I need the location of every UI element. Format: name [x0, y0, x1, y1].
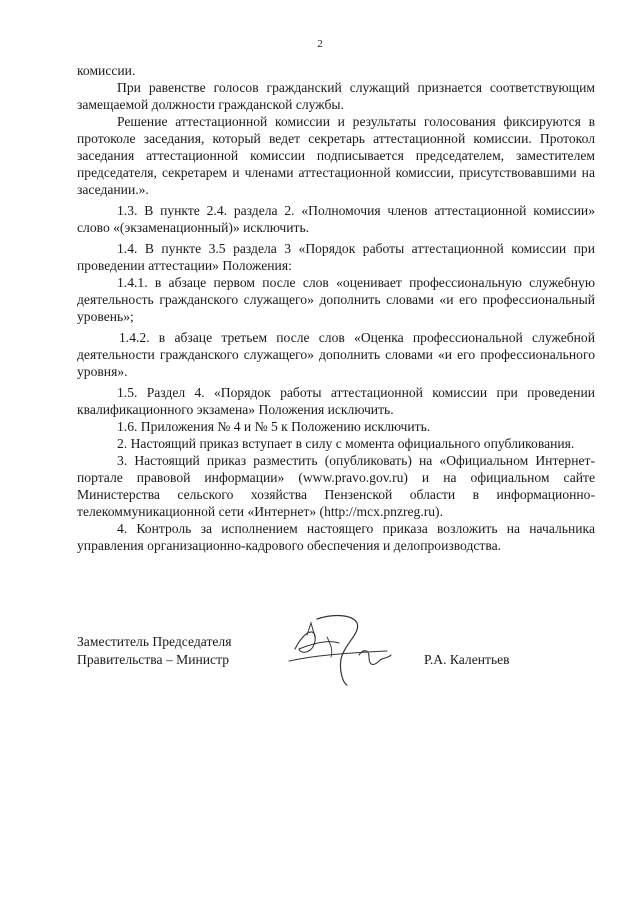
- paragraph-item-4: 4. Контроль за исполнением настоящего приказа возложить на начальника управления организационно-кадрового обеспечения и делопроизводства.: [77, 521, 595, 553]
- signatory-title: [77, 633, 231, 669]
- paragraph-item-1-4: 1.4. В пункте 3.5 раздела 3 «Порядок работы аттестационной комиссии при проведении аттестации» Положения:: [77, 241, 595, 273]
- signatory-title-line-1: Заместитель Председателя: [77, 634, 232, 649]
- handwritten-signature: [287, 609, 397, 689]
- paragraph-item-1-4-1: 1.4.1. в абзаце первом после слов «оценивает профессиональную служебную деятельность гражданского служащего» дополнить словами «и его профессиональный уровень»;: [77, 275, 595, 324]
- document-body: [77, 62, 595, 554]
- paragraph-item-1-5: 1.5. Раздел 4. «Порядок работы аттестационной комиссии при проведении квалификационного экзамена» Положения исключить.: [77, 385, 595, 417]
- paragraph-item-3: 3. Настоящий приказ разместить (опубликовать) на «Официальном Интернет-портале правовой информации» (www.pravo.gov.ru) и на официальном сайте Министерства сельского хозяйства Пензенской области в информационно-телекоммуникационной сети «Интернет» (http://mcx.pnzreg.ru).: [77, 453, 595, 519]
- paragraph-item-2: 2. Настоящий приказ вступает в силу с момента официального опубликования.: [117, 436, 575, 451]
- signature-block: [77, 633, 595, 693]
- paragraph-commission-decision: Решение аттестационной комиссии и результаты голосования фиксируются в протоколе заседания, который ведет секретарь аттестационной комиссии. Протокол заседания аттестационной комиссии подписывается председателем, заместителем председателя, секретарем и членами аттестационной комиссии, присутствовавшими на заседании.».: [77, 114, 595, 197]
- paragraph-item-1-4-2: 1.4.2. в абзаце третьем после слов «Оценка профессиональной служебной деятельности гражданского служащего» дополнить словами «и его профессионального уровня».: [77, 330, 595, 379]
- signatory-name: Р.А. Калентьев: [424, 652, 510, 667]
- paragraph-equal-votes: При равенстве голосов гражданский служащий признается соответствующим замещаемой должности гражданской службы.: [77, 80, 595, 112]
- paragraph-item-1-6: 1.6. Приложения № 4 и № 5 к Положению исключить.: [117, 419, 431, 434]
- page-number: 2: [317, 38, 323, 50]
- signatory-title-line-2: Правительства – Министр: [77, 652, 229, 667]
- paragraph-item-1-3: 1.3. В пункте 2.4. раздела 2. «Полномочия членов аттестационной комиссии» слово «(экзаменационный)» исключить.: [77, 203, 595, 235]
- paragraph-continuation: комиссии.: [77, 63, 136, 78]
